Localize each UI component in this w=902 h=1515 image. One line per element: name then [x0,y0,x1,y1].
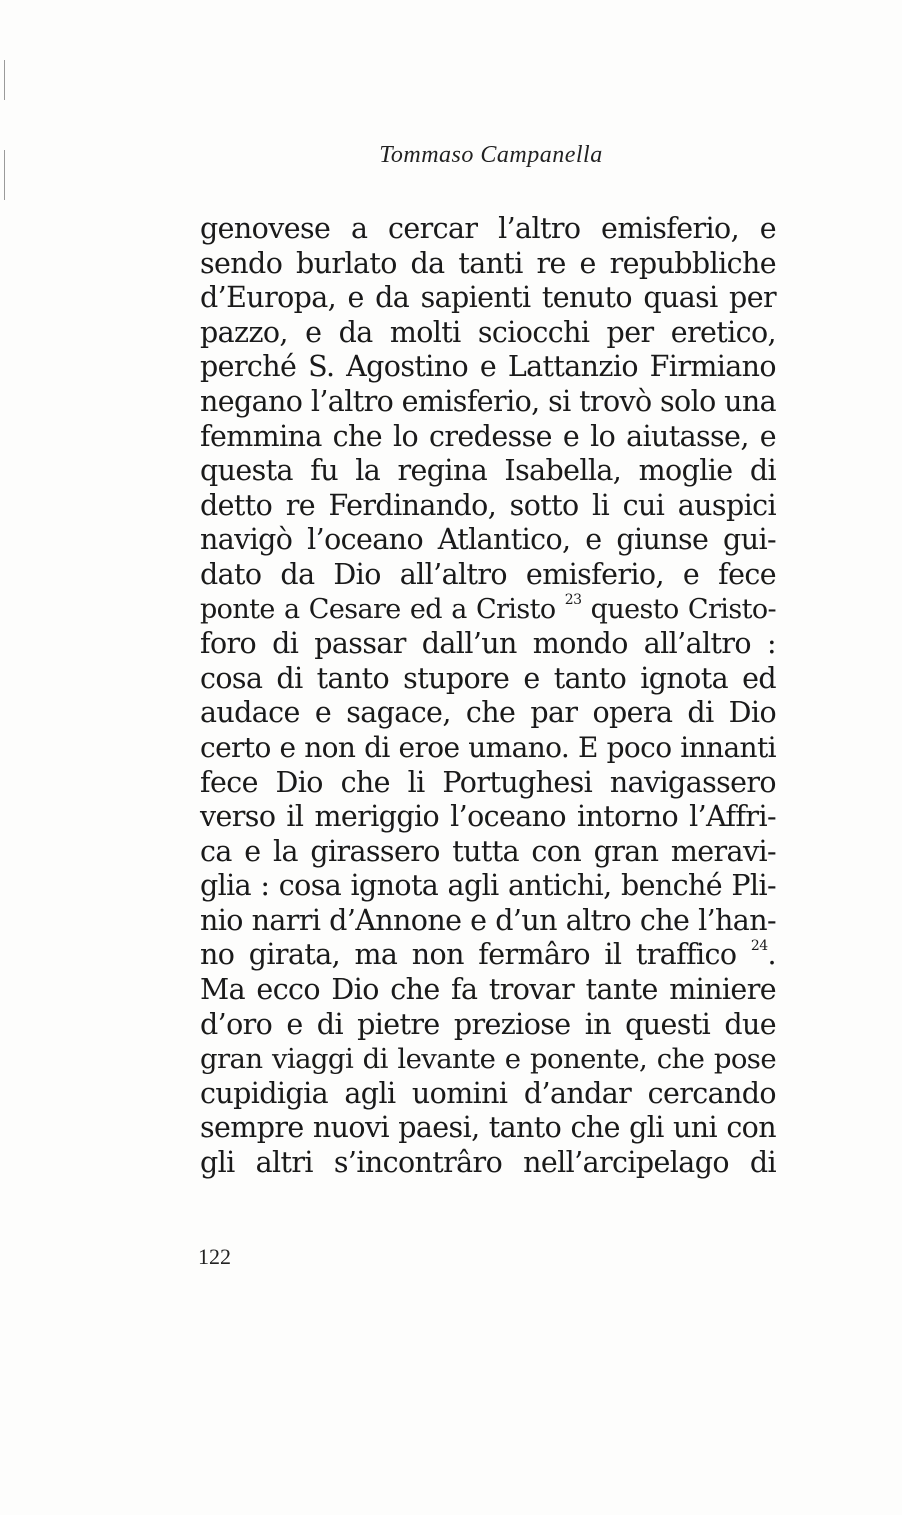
line-text-continued: . [767,938,776,972]
line-text: nio narri d’Annone e d’un altro che l’han- [200,903,776,937]
text-line [200,835,776,870]
line-text: dato da Dio all’altro emisferio, e fece [200,557,776,591]
line-text: cupidigia agli uomini d’andar cercando [200,1076,776,1110]
line-text: glia : cosa ignota agli antichi, benché Pli- [200,869,776,903]
line-text: verso il meriggio l’oceano intorno l’Affri- [200,800,776,834]
text-line [200,731,776,766]
text-line [200,558,776,593]
line-text: genovese a cercar l’altro emisferio, e [200,212,776,245]
text-line [200,662,776,697]
footnote-marker: 24 [750,938,768,955]
text-line [200,800,776,835]
text-line [200,489,776,524]
text-line [200,316,776,351]
line-text: fece Dio che li Portughesi navigassero [200,765,776,799]
footnote-marker: 23 [564,591,582,608]
line-text: certo e non di eroe umano. E poco innanti [200,730,776,764]
line-text: audace e sagace, che par opera di Dio [200,696,776,730]
text-line [200,938,776,973]
line-text: Ma ecco Dio che fa trovar tante miniere [200,973,776,1007]
line-text: sendo burlato da tanti re e repubbliche [200,246,776,280]
text-line [200,627,776,662]
line-text: perché S. Agostino e Lattanzio Firmiano [200,350,776,384]
line-text: ca e la girassero tutta con gran meravi- [200,834,776,868]
text-line [200,1077,776,1112]
text-line [200,385,776,420]
text-line [200,593,776,628]
line-text: detto re Ferdinando, sotto li cui auspici [200,488,776,522]
text-line [200,869,776,904]
running-header: Tommaso Campanella [379,142,603,168]
line-text: d’Europa, e da sapienti tenuto quasi per [200,281,776,315]
line-text: gli altri s’incontrâro nell’arcipelago di [200,1146,776,1180]
text-line [200,696,776,731]
text-line [200,1008,776,1043]
line-text: questa fu la regina Isabella, moglie di [200,454,776,488]
text-line [200,904,776,939]
line-text: cosa di tanto stupore e tanto ignota ed [200,661,776,695]
line-text: sempre nuovi paesi, tanto che gli uni con [200,1111,776,1145]
line-text: d’oro e di pietre preziose in questi due [200,1007,776,1041]
text-line [200,247,776,282]
text-line [200,523,776,558]
text-line [200,973,776,1008]
text-line [200,212,776,247]
text-line [200,766,776,801]
line-text: negano l’altro emisferio, si trovò solo una [200,384,777,418]
page-number: 122 [198,1244,231,1269]
text-line [200,1111,776,1146]
line-text: no girata, ma non fermâro il traffico [200,938,737,972]
text-line [200,281,776,316]
text-line [200,1042,776,1077]
body-text [200,212,776,1181]
line-text: femmina che lo credesse e lo aiutasse, e [200,419,776,453]
line-text-continued: questo Cristo- [590,593,777,625]
text-line [200,454,776,489]
text-line [200,420,776,455]
scan-edge-mark [4,60,5,100]
text-line [200,350,776,385]
line-text: gran viaggi di levante e ponente, che pose [200,1043,776,1076]
text-line [200,1146,776,1181]
line-text: foro di passar dall’un mondo all’altro : [200,627,776,661]
line-text: ponte a Cesare ed a Cristo [200,593,556,625]
line-text: navigò l’oceano Atlantico, e giunse gui- [200,523,776,557]
line-text: pazzo, e da molti sciocchi per eretico, [200,315,776,349]
